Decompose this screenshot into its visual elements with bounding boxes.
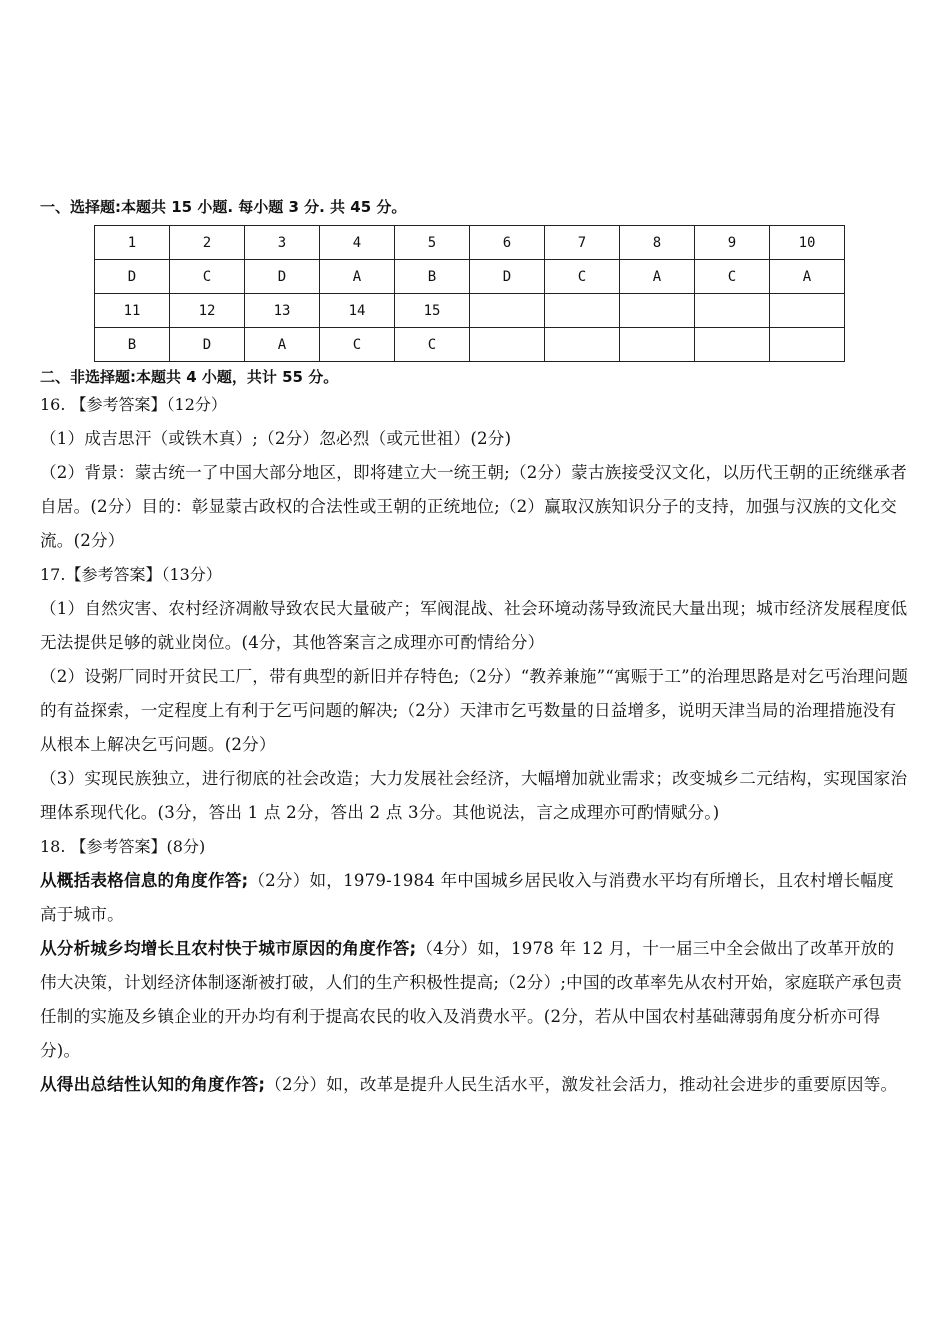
table-cell: 12 <box>170 294 245 328</box>
table-cell: A <box>770 260 845 294</box>
table-cell: C <box>320 328 395 362</box>
table-cell: 8 <box>620 226 695 260</box>
q18-point1-text: （2分）如，1979-1984 年中国城乡居民收入与消费水平均有所增长，且农村增长幅度高于城市。 <box>40 871 894 924</box>
table-cell <box>770 294 845 328</box>
table-cell: D <box>245 260 320 294</box>
table-row <box>95 260 845 294</box>
table-cell: B <box>395 260 470 294</box>
q16-heading: 16. 【参考答案】（12分） <box>40 395 227 414</box>
table-row <box>95 294 845 328</box>
table-cell: 6 <box>470 226 545 260</box>
table-cell: A <box>620 260 695 294</box>
table-cell <box>695 328 770 362</box>
table-cell: 13 <box>245 294 320 328</box>
table-cell: 5 <box>395 226 470 260</box>
table-row <box>95 328 845 362</box>
section1-title: 一、选择题:本题共 15 小题. 每小题 3 分. 共 45 分。 <box>40 198 407 216</box>
q18-point3-label: 从得出总结性认知的角度作答; <box>40 1075 266 1094</box>
table-cell: B <box>95 328 170 362</box>
table-cell: 15 <box>395 294 470 328</box>
table-cell: A <box>320 260 395 294</box>
table-cell: 1 <box>95 226 170 260</box>
table-cell <box>470 328 545 362</box>
q18-point2-text: （4分）如，1978 年 12 月，十一届三中全会做出了改革开放的伟大决策，计划经济体制逐渐被打破，人们的生产积极性提高;（2分）;中国的改革率先从农村开始，家庭联产承包责任制的实施及乡镇企业的开办均有利于提高农民的收入及消费水平。(2分，若从中国农村基础薄弱角度分析亦可得分)。 <box>40 939 903 1060</box>
table-cell: 3 <box>245 226 320 260</box>
q18-point3-text: （2分）如，改革是提升人民生活水平，激发社会活力，推动社会进步的重要原因等。 <box>265 1075 898 1094</box>
q17-part1: （1）自然灾害、农村经济凋敝导致农民大量破产；军阀混战、社会环境动荡导致流民大量出现；城市经济发展程度低无法提供足够的就业岗位。(4分，其他答案言之成理亦可酌情给分） <box>40 599 908 652</box>
table-cell: 14 <box>320 294 395 328</box>
table-cell: D <box>170 328 245 362</box>
table-cell <box>620 328 695 362</box>
table-row <box>95 226 845 260</box>
table-cell: C <box>170 260 245 294</box>
section2-title: 二、非选择题:本题共 4 小题，共计 55 分。 <box>40 368 339 386</box>
table-cell: 11 <box>95 294 170 328</box>
table-cell <box>545 328 620 362</box>
q18-point1-label: 从概括表格信息的角度作答; <box>40 871 249 890</box>
table-cell: 2 <box>170 226 245 260</box>
table-cell <box>470 294 545 328</box>
table-cell <box>545 294 620 328</box>
table-cell: C <box>395 328 470 362</box>
table-cell: C <box>695 260 770 294</box>
table-cell: D <box>470 260 545 294</box>
table-cell: 7 <box>545 226 620 260</box>
table-cell: A <box>245 328 320 362</box>
table-cell <box>620 294 695 328</box>
table-cell: 4 <box>320 226 395 260</box>
q18-point1 <box>40 864 910 932</box>
q16-part1: （1）成吉思汗（或铁木真）;（2分）忽必烈（或元世祖）(2分) <box>40 429 512 448</box>
table-cell: 10 <box>770 226 845 260</box>
answer-key-page <box>40 196 910 1102</box>
q17-part3: （3）实现民族独立，进行彻底的社会改造；大力发展社会经济，大幅增加就业需求；改变城乡二元结构，实现国家治理体系现代化。(3分，答出 1 点 2分，答出 2 点 3分。其他说法，言之成理亦可酌情赋分。) <box>40 769 908 822</box>
q18-point2-label: 从分析城乡均增长且农村快于城市原因的角度作答; <box>40 939 417 958</box>
table-cell <box>695 294 770 328</box>
table-cell <box>770 328 845 362</box>
q18-point3 <box>40 1068 910 1102</box>
q17-part2: （2）设粥厂同时开贫民工厂，带有典型的新旧并存特色;（2分）“教养兼施”“寓赈于工”的治理思路是对乞丐治理问题的有益探索，一定程度上有利于乞丐问题的解决;（2分）天津市乞丐数量的日益增多，说明天津当局的治理措施没有从根本上解决乞丐问题。(2分） <box>40 667 909 754</box>
q16-part2: （2）背景：蒙古统一了中国大部分地区，即将建立大一统王朝;（2分）蒙古族接受汉文化，以历代王朝的正统继承者自居。(2分）目的：彰显蒙古政权的合法性或王朝的正统地位;（2）赢取汉族知识分子的支持，加强与汉族的文化交流。(2分） <box>40 463 907 550</box>
q18-heading: 18. 【参考答案】(8分) <box>40 837 206 856</box>
q18-point2 <box>40 932 910 1068</box>
table-cell: 9 <box>695 226 770 260</box>
table-cell: D <box>95 260 170 294</box>
answer-table <box>94 225 845 362</box>
table-cell: C <box>545 260 620 294</box>
q17-heading: 17.【参考答案】（13分） <box>40 565 222 584</box>
